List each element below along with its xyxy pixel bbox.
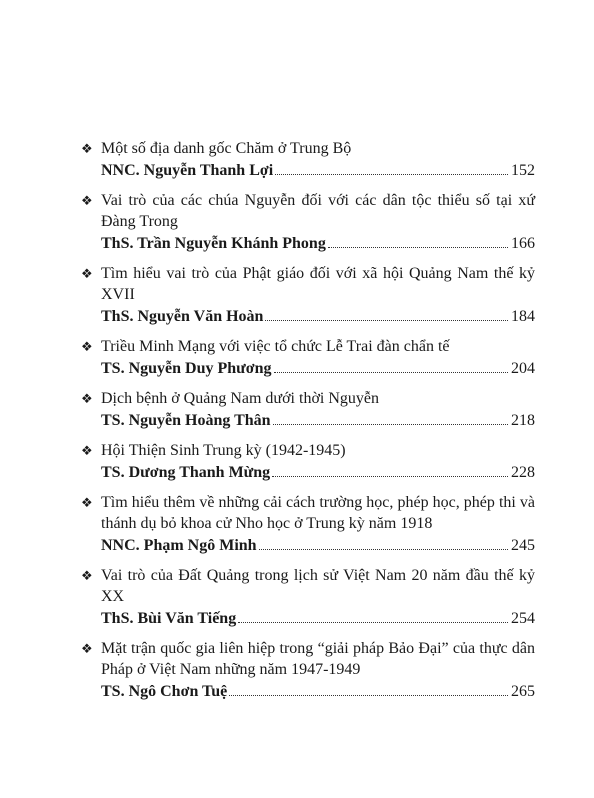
toc-entry[interactable] bbox=[81, 336, 535, 379]
entry-title-block bbox=[81, 336, 535, 357]
author-line bbox=[81, 358, 535, 379]
author-line bbox=[81, 160, 535, 181]
entry-title: Một số địa danh gốc Chăm ở Trung Bộ bbox=[101, 140, 352, 157]
entry-title-block bbox=[81, 440, 535, 461]
entry-author: TS. Nguyễn Duy Phương bbox=[101, 360, 272, 377]
dot-leader bbox=[265, 320, 508, 321]
dot-leader bbox=[238, 622, 508, 623]
entry-title: Tìm hiểu vai trò của Phật giáo đối với xã hội Quảng Nam thế kỷ XVII bbox=[101, 265, 535, 303]
author-line bbox=[81, 306, 535, 327]
entry-author: TS. Nguyễn Hoàng Thân bbox=[101, 412, 271, 429]
entry-author: ThS. Trần Nguyễn Khánh Phong bbox=[101, 235, 326, 252]
author-line bbox=[81, 410, 535, 431]
author-line bbox=[81, 535, 535, 556]
author-line bbox=[81, 233, 535, 254]
entry-page-number: 265 bbox=[511, 683, 535, 700]
dot-leader bbox=[229, 695, 508, 696]
dot-leader bbox=[274, 372, 508, 373]
entry-title: Vai trò của các chúa Nguyễn đối với các dân tộc thiểu số tại xứ Đàng Trong bbox=[101, 192, 535, 230]
diamond-bullet-icon: ❖ bbox=[81, 339, 93, 354]
entry-page-number: 204 bbox=[511, 360, 535, 377]
entry-author: TS. Dương Thanh Mừng bbox=[101, 464, 271, 481]
toc-entry[interactable] bbox=[81, 638, 535, 702]
entry-title: Vai trò của Đất Quảng trong lịch sử Việt Nam 20 năm đầu thế kỷ XX bbox=[101, 567, 535, 605]
diamond-bullet-icon: ❖ bbox=[81, 141, 93, 156]
author-line bbox=[81, 681, 535, 702]
toc-entry[interactable] bbox=[81, 565, 535, 629]
entry-author: NNC. Phạm Ngô Minh bbox=[101, 537, 257, 554]
dot-leader bbox=[259, 549, 508, 550]
entry-title-block bbox=[81, 492, 535, 534]
entry-title: Dịch bệnh ở Quảng Nam dưới thời Nguyễn bbox=[101, 390, 380, 407]
diamond-bullet-icon: ❖ bbox=[81, 568, 93, 583]
author-line bbox=[81, 608, 535, 629]
entry-author: NNC. Nguyễn Thanh Lợi bbox=[101, 162, 274, 179]
entry-title-block bbox=[81, 190, 535, 232]
entry-title-block bbox=[81, 263, 535, 305]
diamond-bullet-icon: ❖ bbox=[81, 495, 93, 510]
toc-entry[interactable] bbox=[81, 440, 535, 483]
entry-page-number: 218 bbox=[511, 412, 535, 429]
entry-title: Tìm hiểu thêm về những cải cách trường học, phép học, phép thi và thánh dụ bỏ khoa cử Nho học ở Trung kỳ năm 1918 bbox=[101, 494, 535, 532]
entry-title: Mặt trận quốc gia liên hiệp trong “giải pháp Bảo Đại” của thực dân Pháp ở Việt Nam những năm 1947-1949 bbox=[101, 640, 535, 678]
toc-entry[interactable] bbox=[81, 388, 535, 431]
entry-author: TS. Ngô Chơn Tuệ bbox=[101, 683, 228, 700]
toc-entry[interactable] bbox=[81, 138, 535, 181]
toc-entry[interactable] bbox=[81, 492, 535, 556]
diamond-bullet-icon: ❖ bbox=[81, 193, 93, 208]
author-line bbox=[81, 462, 535, 483]
entry-page-number: 184 bbox=[511, 308, 535, 325]
entry-title: Hội Thiện Sinh Trung kỳ (1942-1945) bbox=[101, 442, 346, 459]
diamond-bullet-icon: ❖ bbox=[81, 391, 93, 406]
entry-page-number: 254 bbox=[511, 610, 535, 627]
toc-entry[interactable] bbox=[81, 190, 535, 254]
entry-page-number: 166 bbox=[511, 235, 535, 252]
entry-page-number: 152 bbox=[511, 162, 535, 179]
dot-leader bbox=[328, 247, 508, 248]
entry-author: ThS. Bùi Văn Tiếng bbox=[101, 610, 237, 627]
toc-entry[interactable] bbox=[81, 263, 535, 327]
entry-title-block bbox=[81, 388, 535, 409]
entry-page-number: 228 bbox=[511, 464, 535, 481]
table-of-contents bbox=[81, 138, 535, 711]
diamond-bullet-icon: ❖ bbox=[81, 641, 93, 656]
dot-leader bbox=[275, 174, 508, 175]
entry-author: ThS. Nguyễn Văn Hoàn bbox=[101, 308, 264, 325]
entry-title-block bbox=[81, 565, 535, 607]
entry-title: Triều Minh Mạng với việc tổ chức Lễ Trai đàn chẩn tế bbox=[101, 338, 450, 355]
entry-title-block bbox=[81, 638, 535, 680]
dot-leader bbox=[272, 476, 508, 477]
entry-title-block bbox=[81, 138, 535, 159]
dot-leader bbox=[273, 424, 508, 425]
diamond-bullet-icon: ❖ bbox=[81, 443, 93, 458]
diamond-bullet-icon: ❖ bbox=[81, 266, 93, 281]
entry-page-number: 245 bbox=[511, 537, 535, 554]
